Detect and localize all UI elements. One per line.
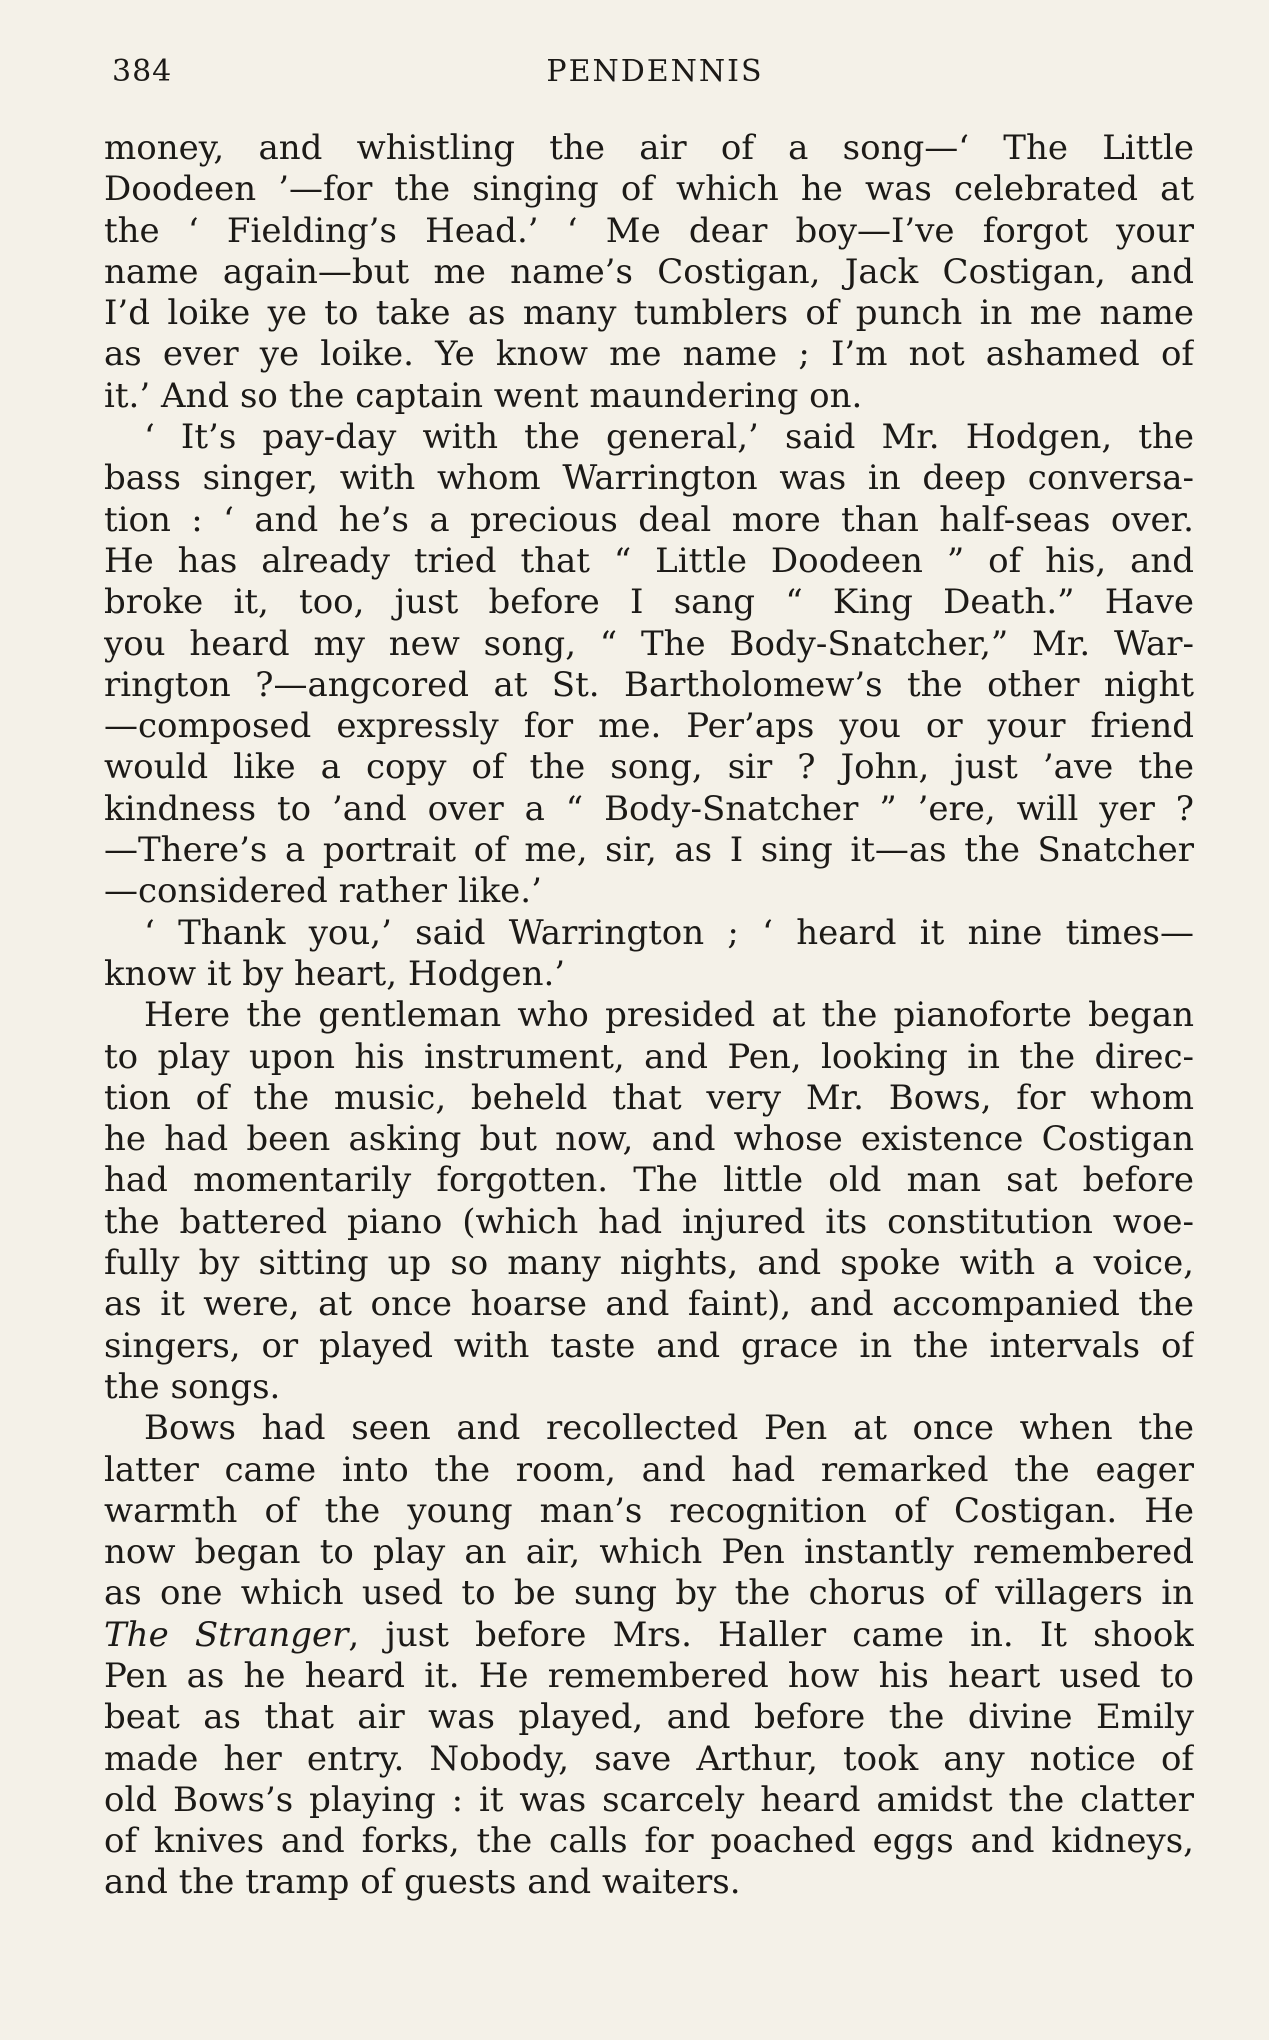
text-line: tion of the music, beheld that very Mr. Bows, for whom — [104, 1077, 1194, 1118]
text-line: name again—but me name’s Costigan, Jack Costigan, and — [104, 251, 1194, 292]
text-line: as ever ye loike. Ye know me name ; I’m not ashamed of — [104, 334, 1194, 375]
text-line: bass singer, with whom Warrington was in deep conversa- — [104, 458, 1194, 499]
text-line: would like a copy of the song, sir ? John, just ’ave the — [104, 747, 1194, 788]
text-line: Pen as he heard it. He remembered how his heart used to — [104, 1655, 1194, 1696]
text-line: beat as that air was played, and before the divine Emily — [104, 1697, 1194, 1738]
text-line: —considered rather like.’ — [104, 871, 542, 912]
text-line: made her entry. Nobody, save Arthur, took any notice of — [104, 1738, 1194, 1779]
text-line: fully by sitting up so many nights, and spoke with a voice, — [104, 1243, 1194, 1284]
text-line: to play upon his instrument, and Pen, looking in the direc- — [104, 1036, 1194, 1077]
text-line: ‘ It’s pay-day with the general,’ said Mr. Hodgen, the — [144, 417, 1194, 458]
italic-title: The Stranger — [104, 1614, 349, 1655]
text-line: warmth of the young man’s recognition of Costigan. He — [104, 1490, 1194, 1531]
text-line: money, and whistling the air of a song—‘ The Little — [104, 128, 1194, 168]
text-line: now began to play an air, which Pen instantly remembered — [104, 1532, 1194, 1573]
text-line: the ‘ Fielding’s Head.’ ‘ Me dear boy—I’ve forgot your — [104, 210, 1194, 251]
page-number: 384 — [112, 54, 173, 89]
text-line: singers, or played with taste and grace in the intervals of — [104, 1325, 1194, 1366]
text-line: ‘ Thank you,’ said Warrington ; ‘ heard it nine times— — [144, 912, 1194, 953]
text-line: you heard my new song, “ The Body-Snatcher,” Mr. War- — [104, 623, 1194, 664]
text-line: Bows had seen and recollected Pen at once when the — [144, 1408, 1194, 1449]
text-line: as it were, at once hoarse and faint), and accompanied the — [104, 1284, 1194, 1325]
text-line: I’d loike ye to take as many tumblers of punch in me name — [104, 293, 1194, 334]
text-line: it.’ And so the captain went maundering on. — [104, 375, 863, 416]
text-line: Here the gentleman who presided at the pianoforte began — [144, 995, 1194, 1036]
body-text — [104, 128, 1194, 1904]
text-line: know it by heart, Hodgen.’ — [104, 953, 566, 994]
text-line: the battered piano (which had injured its constitution woe- — [104, 1201, 1194, 1242]
text-line: —composed expressly for me. Per’aps you or your friend — [104, 706, 1194, 747]
text-line: broke it, too, just before I sang “ King Death.” Have — [104, 582, 1194, 623]
text-line: the songs. — [104, 1366, 281, 1407]
text-line — [104, 1615, 1194, 1656]
text-run: , just before Mrs. Haller came in. It shook — [348, 1614, 1194, 1655]
text-line: Doodeen ’—for the singing of which he was celebrated at — [104, 169, 1194, 210]
text-line: had momentarily forgotten. The little old man sat before — [104, 1160, 1194, 1201]
text-line: kindness to ’and over a “ Body-Snatcher ” ’ere, will yer ? — [104, 788, 1194, 829]
text-line: latter came into the room, and had remarked the eager — [104, 1449, 1194, 1490]
text-line: —There’s a portrait of me, sir, as I sing it—as the Snatcher — [104, 830, 1194, 871]
text-line: He has already tried that “ Little Doodeen ” of his, and — [104, 540, 1194, 581]
text-line: tion : ‘ and he’s a precious deal more than half-seas over. — [104, 499, 1194, 540]
running-title: PENDENNIS — [546, 54, 764, 89]
running-head — [112, 54, 1198, 102]
text-line: old Bows’s playing : it was scarcely heard amidst the clatter — [104, 1779, 1194, 1820]
text-line: he had been asking but now, and whose existence Costigan — [104, 1119, 1194, 1160]
text-line: as one which used to be sung by the chorus of villagers in — [104, 1573, 1194, 1614]
text-line: rington ?—angcored at St. Bartholomew’s the other night — [104, 664, 1194, 705]
text-line: of knives and forks, the calls for poached eggs and kidneys, — [104, 1821, 1194, 1862]
text-line: and the tramp of guests and waiters. — [104, 1862, 741, 1903]
